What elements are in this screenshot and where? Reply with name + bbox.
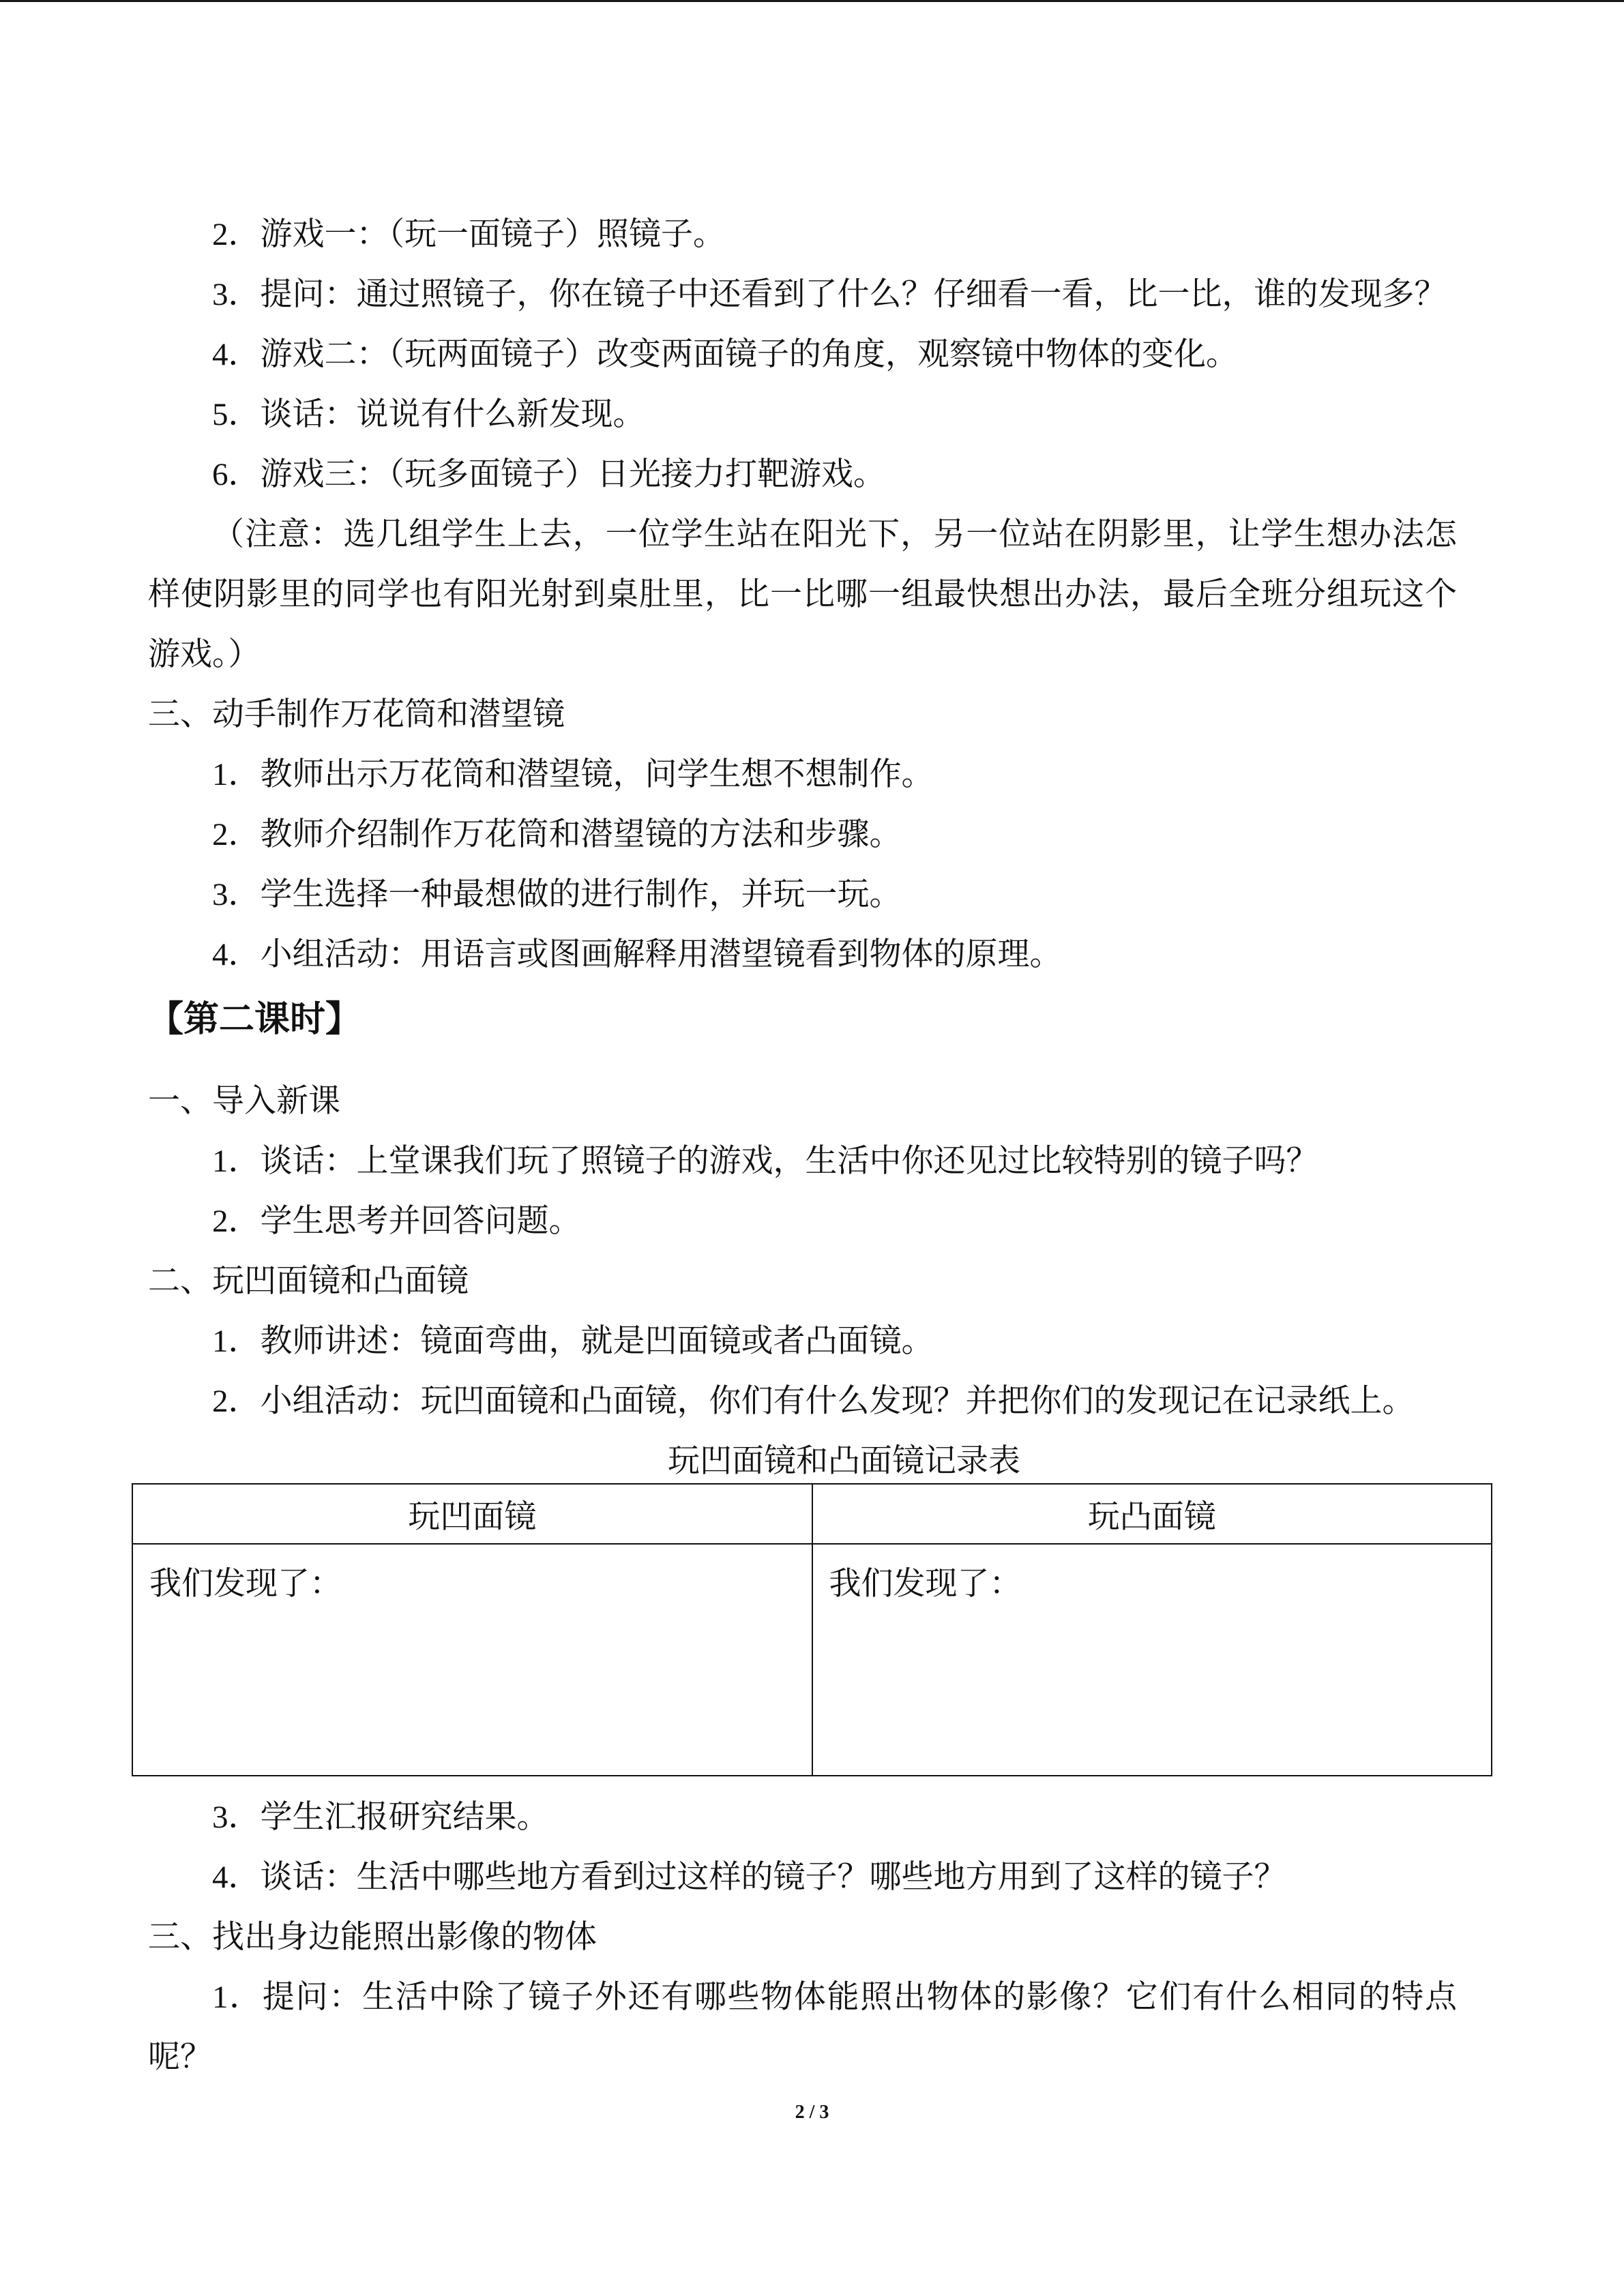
table-row xyxy=(132,1544,1492,1776)
list-item: 1．教师讲述：镜面弯曲，就是凹面镜或者凸面镜。 xyxy=(212,1324,934,1359)
list-item: 1．提问：生活中除了镜子外还有哪些物体能照出物体的影像？它们有什么相同的特点呢？ xyxy=(148,1980,1457,2075)
section-heading: 一、导入新课 xyxy=(148,1084,340,1119)
game-item: 4．游戏二：（玩两面镜子）改变两面镜子的角度，观察镜中物体的变化。 xyxy=(212,337,1238,372)
top-edge-rule xyxy=(0,0,1624,2)
list-item: 3．学生选择一种最想做的进行制作，并玩一玩。 xyxy=(212,877,902,912)
section-heading: 三、找出身边能照出影像的物体 xyxy=(148,1920,597,1955)
list-item: 1．谈话：上堂课我们玩了照镜子的游戏，生活中你还见过比较特别的镜子吗？ xyxy=(212,1144,1318,1179)
list-item: 1．教师出示万花筒和潜望镜，问学生想不想制作。 xyxy=(212,757,934,792)
table-caption: 玩凹面镜和凸面镜记录表 xyxy=(668,1444,1020,1479)
list-item: 4．谈话：生活中哪些地方看到过这样的镜子？哪些地方用到了这样的镜子？ xyxy=(212,1860,1286,1895)
game-item: 5．谈话：说说有什么新发现。 xyxy=(212,397,645,432)
section-heading: 二、玩凹面镜和凸面镜 xyxy=(148,1264,469,1299)
game-item: 3．提问：通过照镜子，你在镜子中还看到了什么？仔细看一看，比一比，谁的发现多？ xyxy=(212,277,1447,312)
page-number: 2 / 3 xyxy=(795,2102,829,2123)
section-heading: 三、动手制作万花筒和潜望镜 xyxy=(148,697,565,732)
game-note-paragraph: （注意：选几组学生上去，一位学生站在阳光下，另一位站在阴影里，让学生想办法怎样使阴影里的同学也有阳光射到桌肚里，比一比哪一组最快想出办法，最后全班分组玩这个游戏。） xyxy=(148,517,1457,672)
list-item: 2．教师介绍制作万花筒和潜望镜的方法和步骤。 xyxy=(212,817,902,852)
table-header-concave: 玩凹面镜 xyxy=(132,1484,812,1544)
page-content xyxy=(148,205,1457,2087)
record-table xyxy=(132,1483,1492,1776)
table-cell-concave-findings: 我们发现了： xyxy=(132,1544,812,1776)
list-item: 4．小组活动：用语言或图画解释用潜望镜看到物体的原理。 xyxy=(212,937,1062,972)
game-item: 6．游戏三：（玩多面镜子）日光接力打靶游戏。 xyxy=(212,457,885,492)
lesson-title: 【第二课时】 xyxy=(148,1000,361,1039)
list-item: 2．学生思考并回答问题。 xyxy=(212,1204,581,1239)
list-item: 2．小组活动：玩凹面镜和凸面镜，你们有什么发现？并把你们的发现记在记录纸上。 xyxy=(212,1384,1415,1419)
table-header-convex: 玩凸面镜 xyxy=(812,1484,1492,1544)
game-item: 2．游戏一：（玩一面镜子）照镜子。 xyxy=(212,217,725,252)
list-item: 3．学生汇报研究结果。 xyxy=(212,1800,549,1835)
table-header-row xyxy=(132,1484,1492,1544)
table-cell-convex-findings: 我们发现了： xyxy=(812,1544,1492,1776)
